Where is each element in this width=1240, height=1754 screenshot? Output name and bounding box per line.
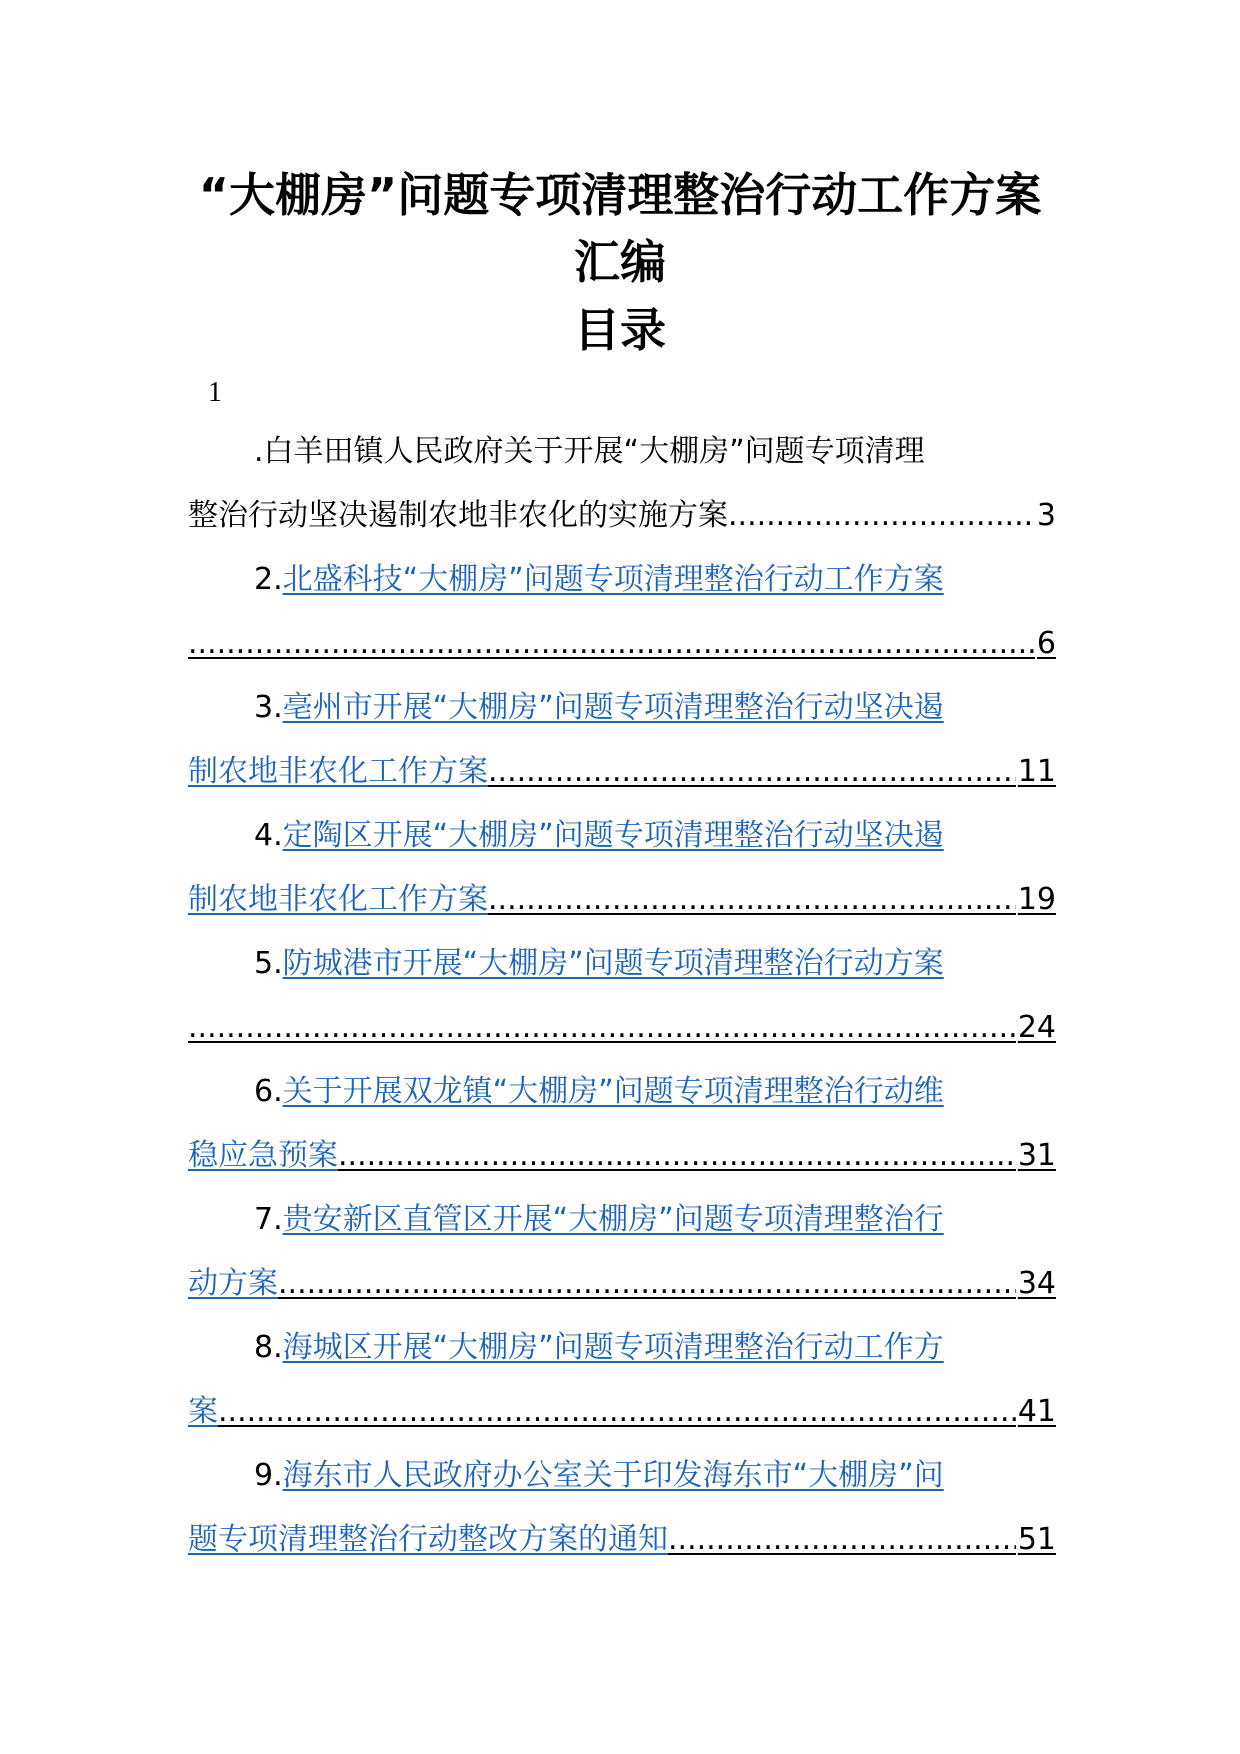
toc-entry-link[interactable]: 防城港市开展“大棚房”问题专项清理整治行动方案 [282,946,944,981]
toc-entry-link[interactable]: 海城区开展“大棚房”问题专项清理整治行动工作方 [282,1330,944,1365]
toc-entry-line [188,1380,1056,1444]
toc-entry-number: 6. [254,1074,283,1109]
dot-leader [188,996,1016,1060]
dot-leader [488,868,1016,932]
toc-page-number[interactable]: 31 [1017,1138,1056,1173]
dot-leader [278,1252,1016,1316]
toc-entry-link[interactable]: 海东市人民政府办公室关于印发海东市“大棚房”问 [282,1458,944,1493]
toc-entry-link[interactable]: 动方案 [188,1266,278,1301]
toc-entry-link[interactable]: 稳应急预案 [188,1138,338,1173]
toc-entry-line [188,1508,1056,1572]
toc-entry-number: 9. [254,1458,283,1493]
toc-entry-link[interactable]: 关于开展双龙镇“大棚房”问题专项清理整治行动维 [282,1074,944,1109]
toc-entry-link[interactable]: 亳州市开展“大棚房”问题专项清理整治行动坚决遏 [282,690,944,725]
toc-page-number: 3 [1036,498,1056,533]
toc-entry-link[interactable]: 题专项清理整治行动整改方案的通知 [188,1522,668,1557]
toc-entry-link[interactable]: 案 [188,1394,218,1429]
toc-page-number[interactable]: 11 [1017,754,1056,789]
toc-entry-number: 2. [254,562,283,597]
stray-number: 1 [208,377,222,408]
toc-entry-line [188,804,1056,868]
toc-entry-line [188,1316,1056,1380]
toc-entry-number: 3. [254,690,283,725]
toc-entry-link[interactable]: 定陶区开展“大棚房”问题专项清理整治行动坚决遏 [282,818,944,853]
toc-entry-text: 白羊田镇人民政府关于开展“大棚房”问题专项清理 [263,434,925,469]
toc-entry-line [188,676,1056,740]
document-title: “大棚房”问题专项清理整治行动工作方案 [198,168,1042,222]
toc-entry-number: 8. [254,1330,283,1365]
toc-page-number[interactable]: 19 [1017,882,1056,917]
toc-entry-text: 整治行动坚决遏制农地非农化的实施方案 [188,498,728,533]
toc-entry-line [188,548,1056,612]
toc-entry-line [188,996,1056,1060]
dot-leader [728,484,1035,548]
dot-leader [488,740,1016,804]
toc-page-number[interactable]: 51 [1017,1522,1056,1557]
toc-entry-link[interactable]: 北盛科技“大棚房”问题专项清理整治行动工作方案 [282,562,944,597]
toc-heading: 目录 [574,303,666,357]
toc-page-number[interactable]: 34 [1017,1266,1056,1301]
dot-leader [668,1508,1016,1572]
toc-entry-line [188,484,1056,548]
toc-entry-line [188,1252,1056,1316]
toc-page-number[interactable]: 41 [1017,1394,1056,1429]
toc-entry-line [188,1060,1056,1124]
toc-entry-link[interactable]: 制农地非农化工作方案 [188,882,488,917]
toc-entry-number: 7. [254,1202,283,1237]
toc-entry-line [188,612,1056,676]
toc-entry-number: . [254,434,264,469]
dot-leader [218,1380,1016,1444]
toc-entry-line [188,420,1056,484]
toc-entry-line [188,1124,1056,1188]
toc-entry-line [188,740,1056,804]
toc-entry-line [188,1188,1056,1252]
toc-entry-link[interactable]: 制农地非农化工作方案 [188,754,488,789]
toc-entry-line [188,868,1056,932]
toc-entry-number: 4. [254,818,283,853]
toc-entry-line [188,932,1056,996]
toc-page-number[interactable]: 6 [1036,626,1056,661]
toc-entry-line [188,1444,1056,1508]
dot-leader [188,612,1035,676]
dot-leader [338,1124,1016,1188]
toc-page-number[interactable]: 24 [1017,1010,1056,1045]
toc-entry-link[interactable]: 贵安新区直管区开展“大棚房”问题专项清理整治行 [282,1202,944,1237]
document-title-line2: 汇编 [574,235,666,289]
toc-entry-number: 5. [254,946,283,981]
